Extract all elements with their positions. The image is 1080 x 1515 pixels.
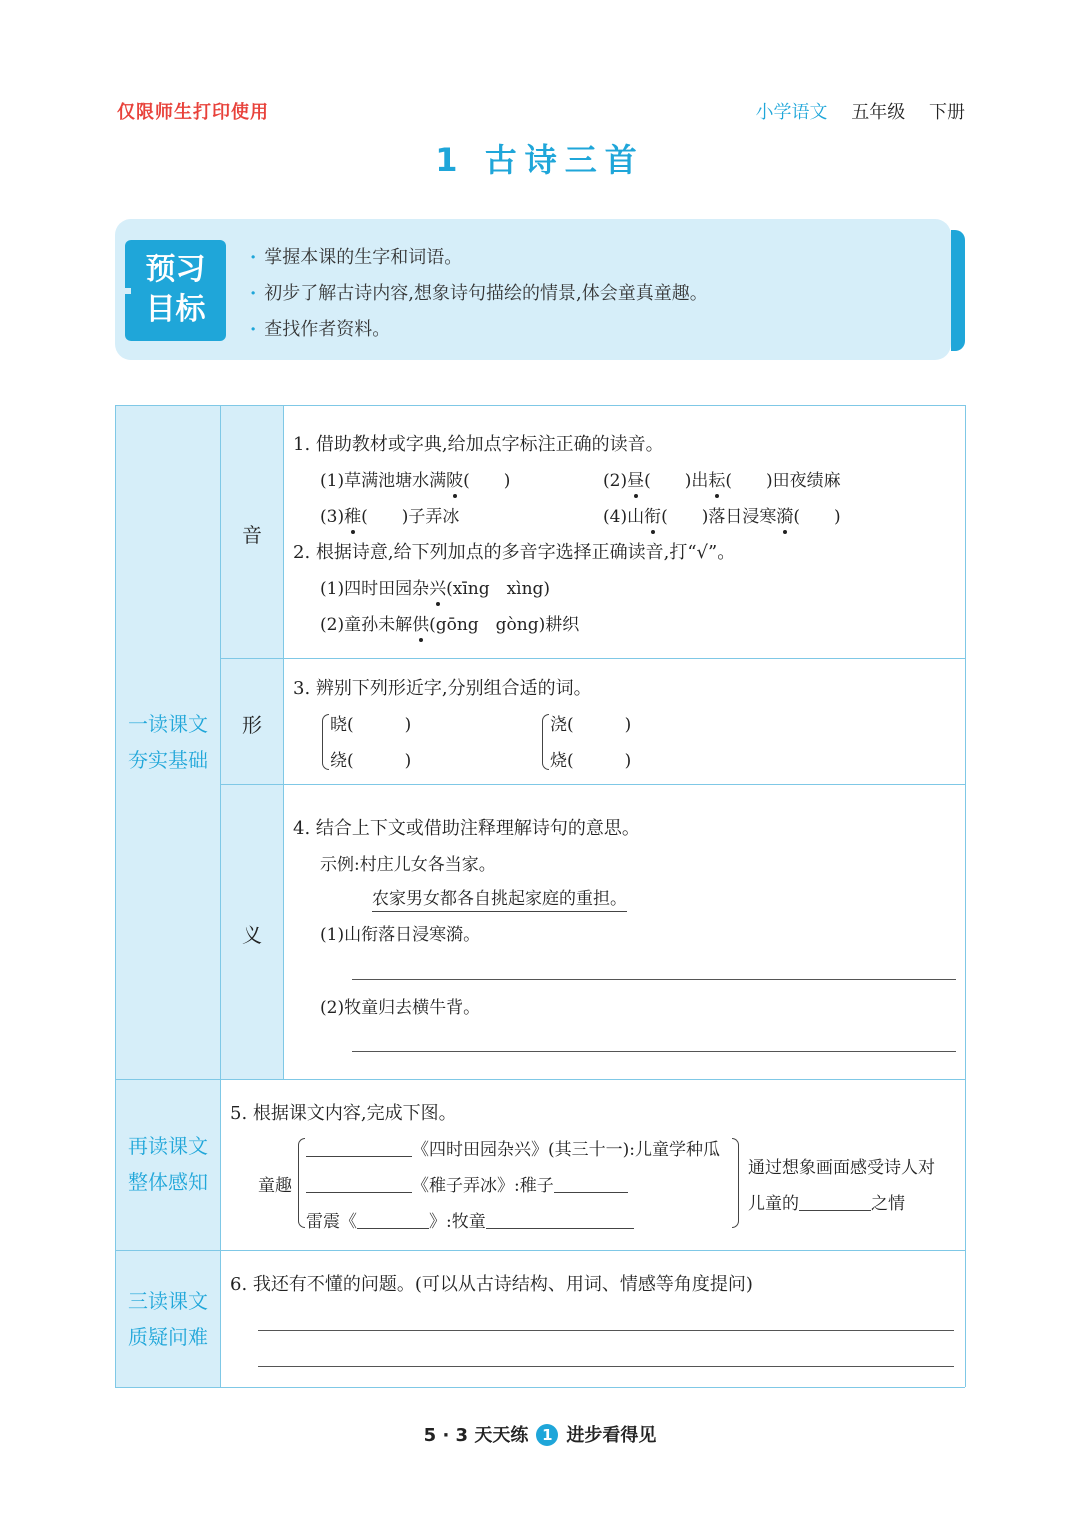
blank-field[interactable] [306, 1139, 412, 1157]
q4-example-answer: 农家男女都各自挑起家庭的重担。 [372, 884, 627, 912]
volume-label: 下册 [929, 102, 965, 123]
q2-item-1: (1)四时田园杂兴(xīng xìng) [320, 574, 550, 599]
q2-item-2: (2)童孙未解供(gōng gòng)耕织 [320, 610, 579, 635]
bullet-icon: · [250, 283, 257, 304]
q5-summary-line-2: 儿童的 之情 [748, 1194, 905, 1214]
question-1-prompt: 1. 借助教材或字典,给加点字标注正确的读音。 [293, 434, 664, 455]
section-column-fill [115, 405, 220, 1387]
table-border-top [115, 405, 965, 406]
table-divider-row-yin [220, 658, 965, 659]
bullet-icon: · [250, 319, 257, 340]
sub-label-pronunciation: 音 [242, 523, 262, 547]
table-divider-row-xing [220, 784, 965, 785]
answer-line[interactable] [258, 1330, 954, 1331]
answer-line[interactable] [258, 1366, 954, 1367]
goal-item: · 初步了解古诗内容,想象诗句描绘的情景,体会童真童趣。 [250, 283, 708, 304]
page-title: 1 古诗三首 [435, 141, 645, 179]
brace-icon [322, 714, 329, 770]
page-footer [0, 1421, 1080, 1447]
table-divider-row-section1 [115, 1079, 965, 1080]
table-border-right [965, 405, 966, 1387]
q5-branch-3: 雷震《 》:牧童 [306, 1207, 634, 1232]
q5-root: 童趣 [258, 1176, 292, 1196]
subsection-column-fill [220, 405, 283, 1079]
grade-label: 五年级 [851, 102, 906, 123]
q1-item-3: (3)稚( )子弄冰 [320, 502, 459, 527]
subject-label: 小学语文 [755, 102, 828, 123]
blank-field[interactable] [357, 1211, 429, 1229]
question-5-prompt: 5. 根据课文内容,完成下图。 [230, 1103, 457, 1124]
blank-field[interactable] [554, 1175, 628, 1193]
section-label-first-read: 一读课文 夯实基础 [128, 712, 208, 772]
goal-item: · 掌握本课的生字和词语。 [250, 247, 463, 268]
table-divider-col2 [283, 405, 284, 1079]
section-label-third-read: 三读课文 质疑问难 [128, 1289, 208, 1349]
footer-brand: 5 · 3 天天练 [423, 1425, 529, 1446]
q1-item-2: (2)昼( )出耘( )田夜绩麻 [603, 466, 841, 491]
q4-item-1: (1)山衔落日浸寒漪。 [320, 925, 481, 945]
q3-word-a1: 晓( ) [330, 715, 412, 735]
blank-field[interactable] [486, 1211, 634, 1229]
answer-line[interactable] [352, 1051, 956, 1052]
table-divider-col1 [220, 405, 221, 1387]
preview-goals-badge [125, 240, 226, 341]
sub-label-meaning: 义 [242, 923, 262, 947]
table-border-left [115, 405, 116, 1387]
goal-item: · 查找作者资料。 [250, 319, 391, 340]
question-3-prompt: 3. 辨别下列形近字,分别组合适的词。 [293, 678, 592, 699]
blank-field[interactable] [799, 1193, 871, 1211]
page-number-badge: 1 [536, 1424, 558, 1446]
table-border-bottom [115, 1387, 965, 1388]
brace-icon [298, 1138, 305, 1228]
brace-icon [732, 1138, 739, 1228]
print-notice: 仅限师生打印使用 [117, 102, 269, 123]
badge-line-1: 预习 [145, 252, 206, 287]
q4-item-2: (2)牧童归去横牛背。 [320, 998, 481, 1018]
q3-word-b2: 烧( ) [550, 751, 632, 771]
answer-line[interactable] [352, 979, 956, 980]
book-info [756, 98, 965, 124]
section-label-second-read: 再读课文 整体感知 [128, 1134, 208, 1194]
sub-label-form: 形 [242, 713, 262, 737]
q1-item-1: (1)草满池塘水满陂( ) [320, 466, 510, 491]
question-2-prompt: 2. 根据诗意,给下列加点的多音字选择正确读音,打“√”。 [293, 542, 736, 563]
question-4-prompt: 4. 结合上下文或借助注释理解诗句的意思。 [293, 818, 640, 839]
q5-branch-2: 《稚子弄冰》:稚子 [306, 1171, 628, 1196]
bullet-icon: · [250, 247, 257, 268]
blank-field[interactable] [306, 1175, 412, 1193]
q5-branch-1: 《四时田园杂兴》(其三十一):儿童学种瓜 [306, 1135, 720, 1160]
question-6-prompt: 6. 我还有不懂的问题。(可以从古诗结构、用词、情感等角度提问) [230, 1274, 753, 1295]
goals-box-accent-edge [951, 230, 965, 351]
badge-line-2: 目标 [145, 292, 206, 327]
table-divider-row-section2 [115, 1250, 965, 1251]
q3-word-b1: 浇( ) [550, 715, 632, 735]
q5-summary-line-1: 通过想象画面感受诗人对 [748, 1158, 935, 1178]
footer-slogan: 进步看得见 [566, 1425, 657, 1446]
q3-word-a2: 绕( ) [330, 751, 412, 771]
q1-item-4: (4)山衔( )落日浸寒漪( ) [603, 502, 841, 527]
brace-icon [542, 714, 549, 770]
q4-example-label: 示例:村庄儿女各当家。 [320, 855, 496, 875]
